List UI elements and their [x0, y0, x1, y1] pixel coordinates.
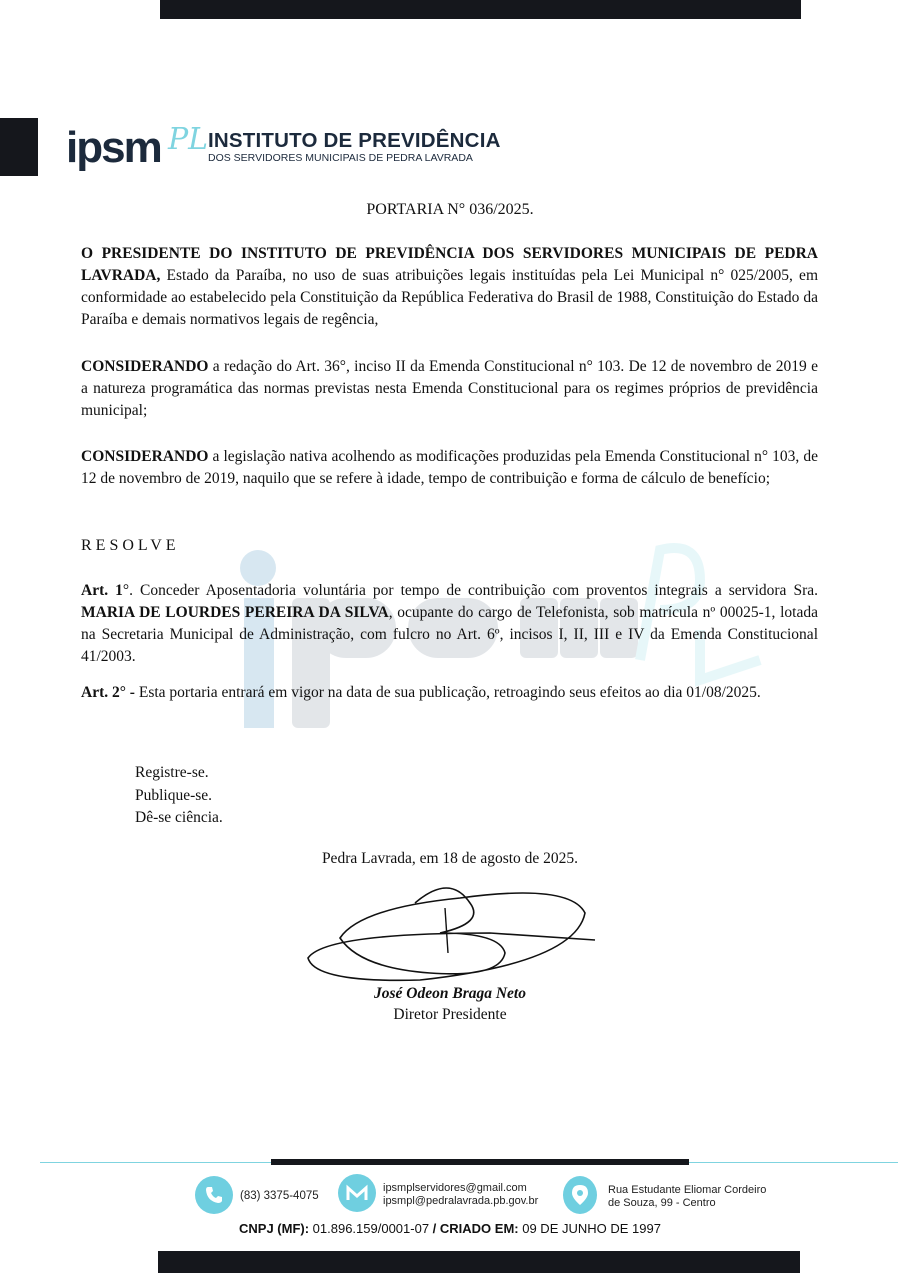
footer-address-2: de Souza, 99 - Centro [608, 1197, 716, 1209]
location-pin-icon [563, 1176, 597, 1214]
footer-email-2: ipsmpl@pedralavrada.pb.gov.br [383, 1195, 539, 1207]
footer-phone: (83) 3375-4075 [240, 1190, 319, 1202]
article-2-label: Art. 2° - [81, 684, 135, 701]
preamble-paragraph [81, 243, 818, 331]
place-date: Pedra Lavrada, em 18 de agosto de 2025. [321, 850, 579, 867]
article-1-label: Art. 1 [81, 582, 123, 599]
article-1-text-a: °. Conceder Aposentadoria voluntária por tempo de contribuição com proventos integrais a servidora Sra. [122, 582, 818, 599]
article-2 [81, 682, 818, 704]
resolve-heading: RESOLVE [81, 537, 180, 554]
handwritten-signature [300, 878, 600, 993]
beneficiary-name: MARIA DE LOURDES PEREIRA DA SILVA [81, 604, 389, 621]
considerando-2-bold: CONSIDERANDO [81, 448, 209, 465]
mail-icon [338, 1174, 376, 1212]
considerando-1-text: a redação do Art. 36°, inciso II da Emenda Constitucional n° 103. De 12 de novembro de 2019 e a natureza programática das normas previstas nesta Emenda Constitucional para os regimes próprios de previdência municipal; [81, 358, 818, 419]
considerando-paragraph-1 [81, 356, 818, 422]
footer-address-1: Rua Estudante Eliomar Cordeiro [608, 1184, 767, 1196]
created-value: 09 DE JUNHO DE 1997 [518, 1221, 661, 1236]
document-title: PORTARIA N° 036/2025. [366, 201, 534, 218]
closing-line: Dê-se ciência. [135, 809, 223, 826]
phone-icon [195, 1176, 233, 1214]
considerando-paragraph-2 [81, 446, 818, 490]
logo-script: PL [168, 122, 209, 157]
closing-line: Publique-se. [135, 786, 213, 804]
cnpj-label: CNPJ (MF): [239, 1221, 310, 1236]
footer-email-1: ipsmplservidores@gmail.com [383, 1182, 527, 1194]
closing-block [135, 762, 223, 830]
considerando-1-bold: CONSIDERANDO [81, 358, 209, 375]
top-decor-bar [160, 0, 801, 19]
logo-text: ipsm [66, 123, 161, 172]
article-2-text: Esta portaria entrará em vigor na data de sua publicação, retroagindo seus efeitos ao dia 01/08/2025. [134, 684, 761, 701]
footer-cnpj [0, 1221, 900, 1236]
article-1-text-b: , ocupante do cargo de Telefonista, sob matrícula nº 00025-1, lotada na Secretaria Municipal de Administração, com fulcro no Art. 6º, incisos I, II, III e IV da Emenda Constitucional 41/2003. [81, 604, 818, 665]
institute-subtitle: DOS SERVIDORES MUNICIPAIS DE PEDRA LAVRADA [208, 152, 473, 164]
closing-line: Registre-se. [135, 764, 209, 781]
signer-role: Diretor Presidente [393, 1006, 507, 1023]
bottom-decor-bar [158, 1251, 800, 1273]
footer-decor-bar [271, 1159, 689, 1165]
cnpj-value: 01.896.159/0001-07 [309, 1221, 433, 1236]
institute-title: INSTITUTO DE PREVIDÊNCIA [208, 129, 501, 152]
article-1 [81, 580, 818, 668]
preamble-text: Estado da Paraíba, no uso de suas atribuições legais instituídas pela Lei Municipal n° 025/2005, em conformidade ao estabelecido pela Constituição da República Federativa do Brasil de 1988, Constituição do Estado da Paraíba e demais normativos legais de regência, [81, 267, 818, 328]
signer-name: José Odeon Braga Neto [374, 985, 526, 1002]
side-decor-tab [0, 118, 38, 176]
preamble-bold: O PRESIDENTE DO INSTITUTO DE PREVIDÊNCIA DOS SERVIDORES MUNICIPAIS DE PEDRA LAVRADA, [81, 245, 818, 284]
created-label: / CRIADO EM: [432, 1221, 519, 1236]
considerando-2-text: a legislação nativa acolhendo as modificações produzidas pela Emenda Constitucional n° 103, de 12 de novembro de 2019, naquilo que se refere à idade, tempo de contribuição e forma de cálculo de benefício; [81, 448, 818, 487]
